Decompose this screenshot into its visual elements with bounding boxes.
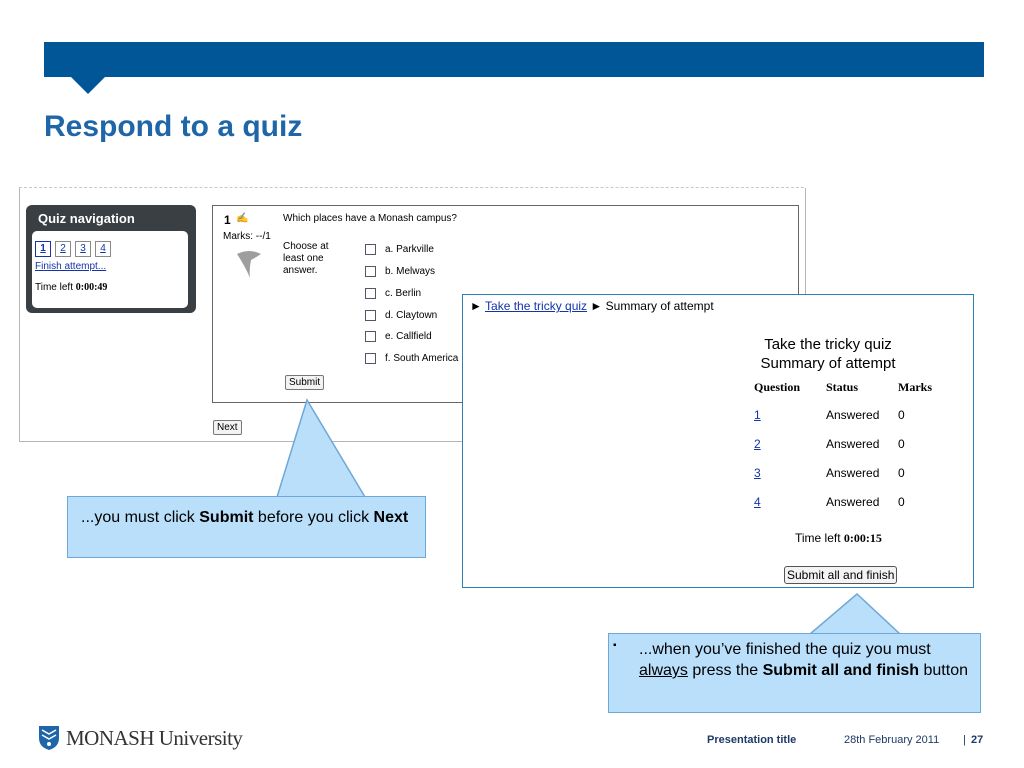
callout1-text-part: before you click	[253, 509, 374, 526]
logo-word-monash: MONASH	[66, 725, 155, 750]
time-left-label: Time left	[35, 282, 73, 293]
summary-title	[728, 335, 928, 373]
summary-marks: 0	[898, 466, 905, 480]
summary-question-link-3[interactable]: 3	[754, 466, 761, 480]
breadcrumb	[470, 299, 714, 313]
logo-word-university: University	[154, 725, 243, 750]
option-label: d. Claytown	[385, 310, 438, 321]
footer-date: 28th February 2011	[844, 734, 940, 746]
footer-separator: |	[963, 734, 966, 746]
option-label: e. Callfield	[385, 331, 432, 342]
col-header-marks: Marks	[898, 380, 932, 394]
breadcrumb-quiz-link[interactable]: Take the tricky quiz	[485, 299, 588, 313]
summary-question-link-1[interactable]: 1	[754, 408, 761, 422]
summary-title-line1: Take the tricky quiz	[764, 336, 892, 353]
quiz-nav-button-4[interactable]: 4	[95, 241, 111, 257]
summary-of-attempt-screenshot	[462, 294, 974, 588]
callout2-text	[639, 639, 969, 681]
summary-question-link-2[interactable]: 2	[754, 437, 761, 451]
option-label: c. Berlin	[385, 288, 422, 299]
option-label: b. Melways	[385, 266, 436, 277]
summary-question-link-4[interactable]: 4	[754, 495, 761, 509]
summary-marks: 0	[898, 437, 905, 451]
callout2-text-part: button	[919, 662, 968, 679]
callout2-text-part: press the	[687, 662, 763, 679]
footer-presentation-title: Presentation title	[707, 734, 797, 746]
footer-page-number: 27	[971, 734, 984, 746]
question-number: 1	[224, 213, 231, 227]
university-name	[66, 726, 242, 751]
callout-submit-all-and-finish	[608, 633, 981, 713]
breadcrumb-current: Summary of attempt	[605, 299, 714, 313]
question-marks: Marks: --/1	[223, 231, 271, 242]
col-header-question: Question	[754, 380, 801, 394]
question-text: Which places have a Monash campus?	[283, 213, 457, 224]
quiz-nav-button-1[interactable]: 1	[35, 241, 51, 257]
quiz-navigation-heading: Quiz navigation	[38, 211, 135, 226]
monash-logo	[38, 725, 242, 751]
time-left-value: 0:00:49	[75, 282, 108, 293]
summary-status: Answered	[826, 437, 880, 451]
callout1-text	[81, 507, 411, 528]
breadcrumb-arrow-icon: ►	[590, 299, 603, 313]
quiz-nav-button-3[interactable]: 3	[75, 241, 91, 257]
slide-title: Respond to a quiz	[44, 110, 303, 143]
callout2-text-part: ...when you’ve finished the quiz you must	[639, 641, 931, 658]
finish-attempt-link[interactable]: Finish attempt...	[35, 261, 107, 272]
answer-instruction: Choose at least one answer.	[283, 241, 329, 276]
summary-time-left	[795, 531, 882, 546]
callout1-text-part: ...you must click	[81, 509, 200, 526]
callout1-pointer	[277, 400, 365, 497]
callout-submit-before-next	[67, 496, 426, 558]
summary-title-line2: Summary of attempt	[760, 355, 896, 372]
callout1-bold-submit: Submit	[199, 509, 254, 526]
submit-all-and-finish-button[interactable]: Submit all and finish	[784, 566, 897, 584]
quiz-nav-button-2[interactable]: 2	[55, 241, 71, 257]
option-label: f. South America	[385, 353, 459, 364]
submit-button[interactable]: Submit	[285, 375, 324, 390]
option-label: a. Parkville	[385, 244, 434, 255]
callout1-bold-next: Next	[373, 509, 409, 526]
summary-marks: 0	[898, 408, 905, 422]
monash-shield-icon	[38, 725, 60, 751]
summary-time-label: Time left	[795, 531, 841, 545]
next-button[interactable]: Next	[213, 420, 242, 435]
breadcrumb-arrow-icon: ►	[470, 299, 482, 313]
summary-status: Answered	[826, 466, 880, 480]
callout2-bold-submit-all: Submit all and finish	[762, 662, 920, 679]
callout2-underlined-always: always	[639, 662, 688, 679]
summary-status: Answered	[826, 495, 880, 509]
summary-time-value: 0:00:15	[843, 531, 882, 545]
callout2-pointer	[810, 594, 900, 634]
summary-marks: 0	[898, 495, 905, 509]
summary-status: Answered	[826, 408, 880, 422]
edit-pencil-icon: ✍	[236, 213, 249, 224]
col-header-status: Status	[826, 380, 859, 394]
bullet-icon: ▪	[613, 640, 617, 651]
